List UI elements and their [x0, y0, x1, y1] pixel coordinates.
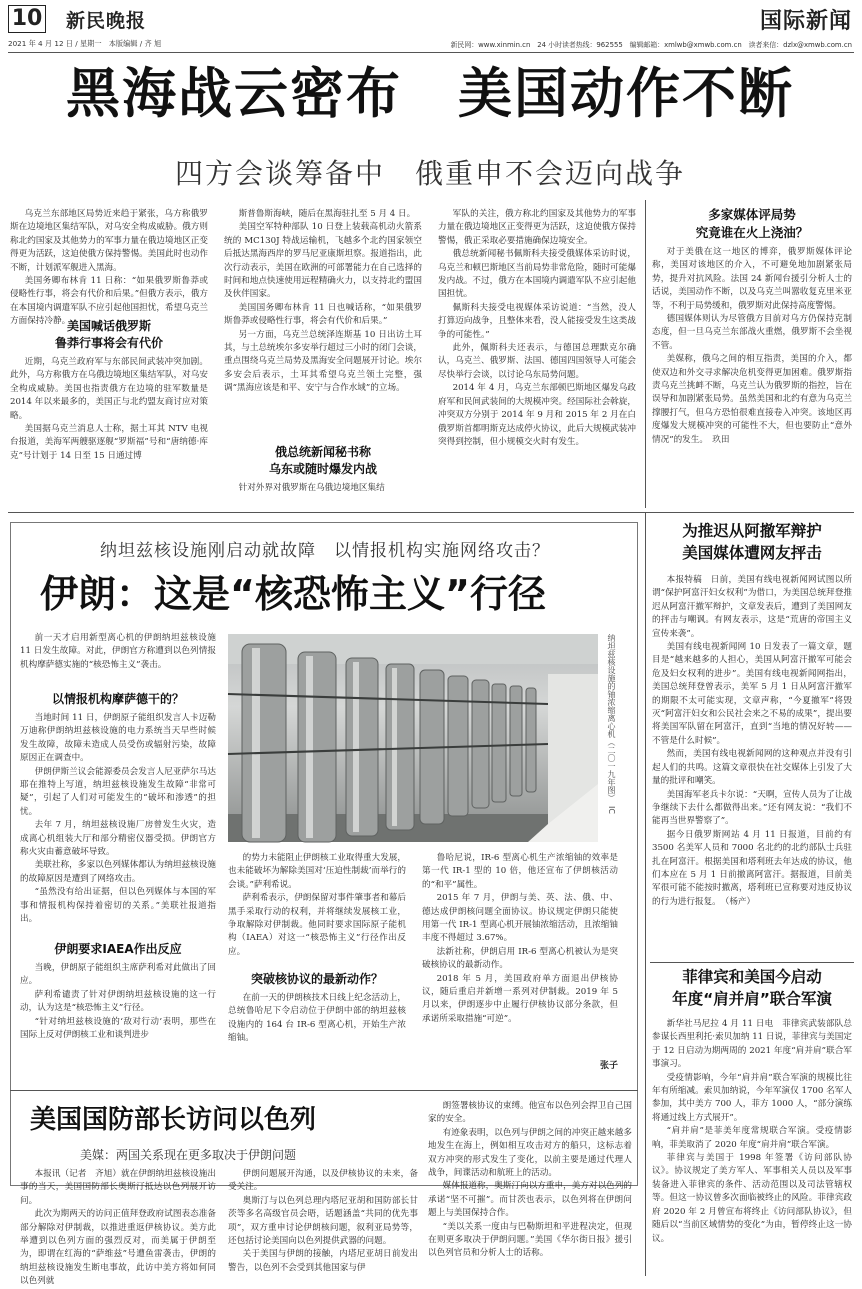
- us-media-headline: 为推迟从阿撤军辩护 美国媒体遭网友抨击: [682, 522, 822, 562]
- paper-name: 新民晚报: [66, 10, 147, 32]
- philippines-body: 新华社马尼拉 4 月 11 日电 菲律宾武装部队总参谋长西里利托·索贝加纳 11 日说，菲律宾与美国定于 12 日启动为期两周的 2021 年度“肩并肩”联合军事演习。 受疫情影响，今年“肩并肩”联合军演的规模比往年有所缩减。索贝加纳说，今年军演仅 1700 名军人参加，其中美方 700 人，菲方 1000 人，“部分演练将通过线上方式展开”。 “肩并肩”是菲美年度常规联合军演。受疫情影响，菲美取消了 2020 年度“肩并肩”联合军演。 菲律宾与美国于 1998 年签署《访问部队协议》。协议规定了美方军人、军事相关人员以及军事装备进入菲律宾的条件、活动范围以及司法管辖权等。但这一协议曾多次面临被终止的风险。菲律宾政府 2020 年 2 月曾宣布将终止《访问部队协议》，但随后以“当前区域情势的变化”为由，暂停终止这一协议。: [652, 1019, 852, 1244]
- media-analysis-body: 对于美俄在这一地区的博弈，俄罗斯媒体评论称，美国对该地区的介入，不可避免地加剧紧张局势，提升对抗风险。法国 24 新闻台援引分析人士的话说，美国动作不断，以及乌克兰叫嚣收复克里米亚等，不利于局势缓和，俄罗斯对此保持高度警惕。 德国媒体则认为尽管俄方目前对乌方仍保持克制态度，但一旦乌克兰东部战火重燃，俄罗斯不会坐视不管。 美媒称，俄乌之间的相互指责，美国的介入，都使双边和外交寻求解决危机变得更加困难。俄罗斯指责乌克兰挑衅不断，乌克兰认为俄罗斯的指控，旨在误导和加剧紧张局势。虽然美国和北约有意为乌克兰撑腰打气，但乌方恐怕很难直接卷入冲突。该地区再度爆发大规模冲突的可能性不大，但也要防止“意外情况”的发生。 玖田: [652, 247, 852, 445]
- philippines-headline: 菲律宾和美国今启动 年度“肩并肩”联合军演: [672, 968, 832, 1008]
- lead-subhead-2: 俄总统新闻秘书称 乌东或随时爆发内战: [268, 445, 377, 476]
- iran-subhead-1: 以情报机构摩萨德干的？: [51, 692, 184, 706]
- defense-col2: 伊朗问题展开沟通，以及伊核协议的未来，备受关注。 奥斯汀与以色列总理内塔尼亚胡和国防部长甘茨等多名高级官员会晤，话题涵盖“共同的优先事项”，双方重申讨论伊朗核问题，叙利亚局势等，还包括讨论美国向以色列提供武器的问题。 关于美国与伊朗的接触，内塔尼亚胡日前发出警告，以色列不会受到其他国家与伊: [228, 1169, 418, 1273]
- iran-col2b: 在前一天的伊朗核技术日线上纪念活动上，总统鲁哈尼下令启动位于伊朗中部的纳坦兹核设施内的 164 台 IR-6 型离心机，开始生产浓缩铀。: [228, 993, 406, 1044]
- lead-col2: 斯普鲁斯海峡，随后在黑海驻扎至 5 月 4 日。 美国空军特种部队 10 日登上装载高机动火箭系统的 MC130J 特战运输机，飞越多个北约国家领空后抵达黑海西岸的罗马尼亚康斯坦察。报道指出，此次行动表示，美国在欧洲的可部署能力在自己选择的时间和地点快速使用远程精确火力，以支持北约盟国及伙伴国家。 美国国务卿布林肯 11 日也喊话称，“如果俄罗斯鲁莽或侵略性行事，将会有代价和后果。” 另一方面，乌克兰总统泽连斯基 10 日出访土耳其，与土总统埃尔多安举行超过三小时的闭门会谈，重点围绕乌克兰局势及黑海安全问题展开讨论。埃尔多安会后表示，土耳其希望乌克兰领土完整，强调“黑海应该是和平、安宁与合作水域”的立场。: [224, 209, 422, 394]
- dateline: 2021 年 4 月 12 日 / 星期一 本版编辑 / 齐 旭: [8, 39, 162, 48]
- defense-subtitle: 美媒：两国关系现在更多取决于伊朗问题: [80, 1148, 297, 1162]
- iran-col1b: 当地时间 11 日，伊朗原子能组织发言人卡迈勒万迪称伊朗纳坦兹核设施的电力系统当天早些时候发生故障，故障未造成人员受伤或辐射污染，故障原因正在调查中。 伊朗伊斯兰议会能源委员会发言人尼亚萨尔马达耶在推特上写道，纳坦兹核设施发生故障“非常可疑”，引起了人们对可能发生的“破坏和渗透”的担忧。 去年 7 月，纳坦兹核设施厂房曾发生火灾，造成离心机组装大厅和部分精密仪器受损。伊朗官方称火灾由蓄意破坏导致。 美联社称，多家以色列媒体都认为纳坦兹核设施的故障原因是遭到了网络攻击。 “虽然没有给出证据，但以色列媒体与本国的军事和情报机构保持着密切的关系。”美联社报道指出。: [20, 713, 216, 925]
- iran-subhead-2: 伊朗要求IAEA作出反应: [54, 942, 182, 956]
- lead-col3: 军队的关注，俄方称北约国家及其他势力的军事力量在俄边境地区正变得更为活跃，这迫使俄方保持警惕，俄正采取必要措施确保边境安全。 俄总统新闻秘书佩斯科夫接受俄媒体采访时说，乌克兰和顿巴斯地区当前局势非常危险，随时可能爆发内战。不过，俄方在本国境内调遣军队不应引起他国担忧。 佩斯科夫接受电视媒体采访说道：“当然，没人打算迈向战争，且整体来看，没人能接受发生这类战争的可能性。” 此外，佩斯科夫还表示，与德国总理默克尔确认，乌克兰、俄罗斯、法国、德国四国领导人可能会尽快举行会谈，以讨论乌东局势问题。 2014 年 4 月，乌克兰东部顿巴斯地区爆发乌政府军和民间武装间的大规模冲突。经国际社会斡旋，冲突双方分别于 2014 年 9 月和 2015 年 2 月在白俄罗斯首都明斯克达成停火协议，此后大规模武装冲突得到控制，但小规模交火时有发生。: [438, 209, 636, 447]
- iran-kicker: 纳坦兹核设施刚启动就故障 以情报机构实施网络攻击？: [100, 541, 550, 561]
- iran-headline: 伊朗：这是“核恐怖主义”行径: [40, 572, 546, 616]
- lead-col2b: 针对外界对俄罗斯在乌俄边境地区集结: [238, 483, 385, 493]
- iran-subhead-3: 突破核协议的最新动作？: [250, 972, 383, 986]
- iran-byline: 张子: [599, 1061, 618, 1071]
- lead-headline: 黑海战云密布 美国动作不断: [66, 62, 794, 125]
- us-media-body: 本报特稿 日前，美国有线电视新闻网试图以所谓“保护阿富汗妇女权利”为借口，为美国总统拜登推迟从阿富汗撤军辩护，文章发表后，遭到了美国网友的抨击与嘲讽。有网友表示，这是“荒唐的帝国主义宣传来袭”。 美国有线电视新闻网 10 日发表了一篇文章，题目是“越来越多的人担心，美国从阿富汗撤军可能会危及妇女权利的进步”。美国有线电视新闻网指出，美国总统拜登曾表示，美军 5 月 1 日从阿富汗撤军的期限不太可能实现，文章声称，“今夏撤军”将毁灭“阿富汗妇女和公民社会来之不易的成果”，提出要将美国军队留在阿富汗，直到“当地的情况好转——不管是什么时候”。 然而，美国有线电视新闻网的这种观点并没有引起人们的共鸣。这篇文章很快在社交媒体上引发了大量的批评和嘲笑。 美国海军老兵卡尔说：“天啊，宣传人员为了让战争继续下去什么都做得出来。”还有网友说：“我们不能再当世界警察了”。 据今日俄罗斯网站 4 月 11 日报道，目前约有 3500 名美军人员和 7000 名北约的北约部队士兵驻扎在阿富汗。根据美国和塔利班去年达成的协议，他们本应在 5 月 1 日前撤离阿富汗。据报道，目前美军很可能不能按时撤离，塔利班已宣称要对违反协议的行为进行报复。 （杨产）: [652, 575, 852, 907]
- defense-col3: 朗签署核协议的束缚。他宣布以色列会捍卫自己国家的安全。 有迹象表明，以色列与伊朗之间的冲突正越来越多地发生在海上，例如相互攻击对方的船只，这标志着双方冲突的形式发生了变化，以前主要是通过代理人战争，间谍活动和航班上的活动。 媒体报道称，奥斯汀向以方重申，美方对以色列的承诺“坚不可摧”。而甘茨也表示，以色列将在伊朗问题上与美国保持合作。 “美以关系一度由与巴勒斯坦和平进程决定，但现在则更多取决于伊朗问题。”美国《华尔街日报》援引以色列官员和分析人士的话称。: [428, 1101, 632, 1259]
- contact-line: 新民网：www.xinmin.cn 24 小时读者热线：962555 编辑邮箱：xmlwb@xmwb.com.cn 读者来信：dzlx@xmwb.com.cn: [450, 41, 852, 49]
- lead-subhead-1: 美国喊话俄罗斯 鲁莽行事将会有代价: [54, 319, 163, 350]
- iran-col1: 前一天才启用新型离心机的伊朗纳坦兹核设施 11 日发生故障。对此，伊朗官方称遭到以色列情报机构摩萨德实施的“核恐怖主义”袭击。: [20, 633, 216, 670]
- lead-col1b: 近期，乌克兰政府军与东部民间武装冲突加剧。此外，乌方称俄方在乌俄边境地区集结军队，对乌安全构成威胁。美国也指责俄方在边境的驻军数量是 2014 年以来最多的，美国正与北约盟友商讨应对策略。 美国据乌克兰消息人士称，据土耳其 NTV 电视台报道，美海军两艘驱逐舰“罗斯福”号和“唐纳德·库克”号计划于 14 日至 15 日通过博: [10, 357, 208, 461]
- defense-headline: 美国国防部长访问以色列: [30, 1105, 317, 1135]
- media-analysis-headline: 多家媒体评局势 究竟谁在火上浇油？: [695, 207, 809, 240]
- iran-col3: 鲁哈尼说，IR-6 型离心机生产浓缩铀的效率是第一代 IR-1 型的 10 倍，他还宣布了伊朗核活动的“和平”属性。 2015 年 7 月，伊朗与美、英、法、俄、中、德达成伊朗核问题全面协议。协议规定伊朗只能使用第一代 IR-1 型离心机开展铀浓缩活动，且浓缩铀丰度不得超过 3.67%。 法新社称，伊朗启用 IR-6 型离心机被认为是突破核协议的最新动作。 2018 年 5 月，美国政府单方面退出伊核协议，随后重启并新增一系列对伊制裁。2019 年 5 月以来，伊朗逐步中止履行伊核协议部分条款，但承诺所采取措施“可逆”。: [422, 853, 618, 1024]
- page-number-box: 10: [8, 5, 46, 33]
- photo-caption: 纳坦兹核设施的铀浓缩离心机（二〇一九年图） IC: [607, 634, 616, 814]
- lead-col1: 乌克兰东部地区局势近来趋于紧张，乌方称俄罗斯在边境地区集结军队，对乌安全构成威胁。俄方则称北约国家及其他势力的军事力量在俄边境地区正变得更为活跃，这迫使俄方保持警惕。美国此时也动作不断，计划派军舰进入黑海。 美国务卿布林肯 11 日称：“如果俄罗斯鲁莽或侵略性行事，将会有代价和后果。”但俄方表示，俄方在本国境内调遣军队不应引起他国担忧，希望乌克兰方面保持冷静。: [10, 209, 208, 327]
- iran-col1c: 当晚，伊朗原子能组织主席萨利希对此做出了回应。 萨利希谴责了针对伊朗纳坦兹核设施的这一行动，认为这是“核恐怖主义”行径。 “针对纳坦兹核设施的‘敌对行动’表明，那些在国际上反对伊朗核工业和谈判进步: [20, 963, 216, 1041]
- defense-col1: 本报讯（记者 齐旭）就在伊朗纳坦兹核设施出事的当天，美国国防部长奥斯汀抵达以色列展开访问。 此次为期两天的访问正值拜登政府试图表态准备部分解除对伊制裁，以推进重返伊核协议。美方此举遭到以色列方面的强烈反对，而美属于伊朗至为，即谓在红海的“萨维兹”号遭鱼雷袭击，伊朗的纳坦兹核设施发生断电事故，此访中美方将如何同以色列就: [20, 1169, 216, 1287]
- iran-col2: 的势力未能阻止伊朗核工业取得重大发展，也未能破坏为解除美国对‘压迫性制裁’而举行的会谈。”萨利希说。 萨利希表示，伊朗保留对事件肇事者和幕后黑手采取行动的权利，并将继续发展核工业，争取解除对伊制裁。他同时要求国际原子能机构（IAEA）对这一“核恐怖主义”行径作出反应。: [228, 853, 406, 957]
- section-title: 国际新闻: [759, 9, 852, 34]
- lead-subtitle: 四方会谈筹备中 俄重申不会迈向战争: [174, 157, 685, 190]
- centrifuge-photo: [228, 634, 598, 842]
